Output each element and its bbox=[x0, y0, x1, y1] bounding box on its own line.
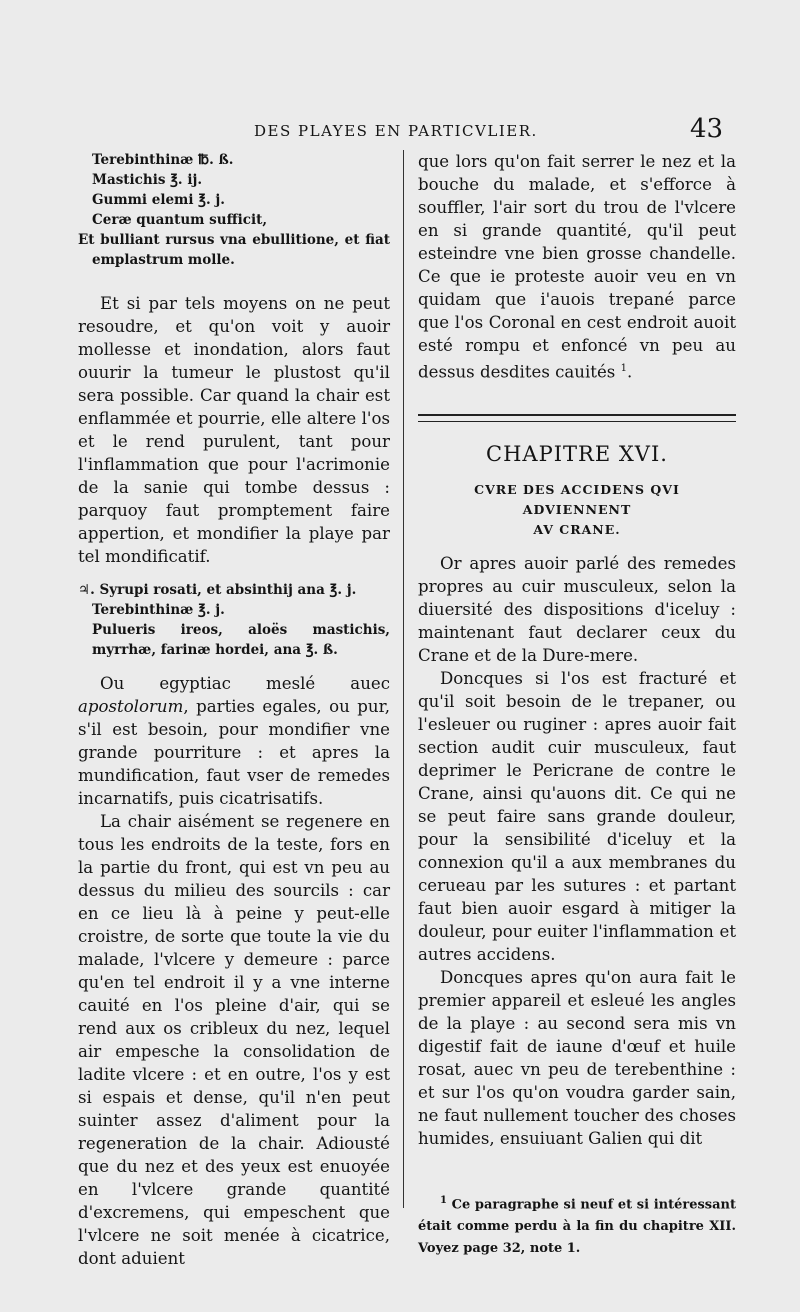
paragraph bbox=[78, 672, 390, 810]
running-title: DES PLAYES EN PARTICVLIER. bbox=[254, 122, 538, 140]
recipe-line: Mastichis ℥. ij. bbox=[92, 172, 203, 188]
column-divider bbox=[403, 150, 404, 1208]
recipe-line: Pulueris ireos, aloës mastichis, myrrhæ, farinæ hordei, ana ℥. ß. bbox=[92, 622, 390, 658]
recipe-line: Et bulliant rursus vna ebullitione, et fiat emplastrum molle. bbox=[78, 232, 390, 268]
emphasis-text: apostolorum bbox=[78, 697, 184, 716]
paragraph: Doncques apres qu'on aura fait le premier appareil et esleué les angles de la playe : au second sera mis vn digestif fait de iaune d'œuf et huile rosat, auec vn peu de terebenthine : et sur l'os qu'on voudra garder sain, ne faut nullement toucher des choses humides, ensuiuant Galien qui dit bbox=[418, 967, 736, 1148]
chapter-subtitle-line: AV CRANE. bbox=[533, 521, 621, 537]
recipe-line: Terebinthinæ ℔. ß. bbox=[92, 152, 234, 168]
recipe-line: ♃. Syrupi rosati, et absinthij ana ℥. j. bbox=[78, 582, 357, 598]
recipe-block bbox=[78, 580, 390, 660]
paragraph-text: , parties egales, ou pur, s'il est besoin, pour mondifier vne grande pourriture : et apres la mundification, faut vser de remedes incarnatifs, puis cicatrisatifs. bbox=[78, 697, 390, 808]
section-rule bbox=[418, 414, 736, 422]
paragraph-text: Ou egyptiac meslé auec bbox=[100, 674, 390, 693]
paragraph-text: que lors qu'on fait serrer le nez et la bouche du malade, et s'efforce à souffler, l'air sort du trou de l'vlcere en si grande quantité, qu'il peut esteindre vne bien grosse chandelle. Ce que ie proteste auoir veu en vn quidam que i'auois trepané parce que l'os Coronal en cest endroit auoit esté rompu et enfoncé vn peu au dessus desdites cauités bbox=[418, 152, 736, 382]
recipe-line: Ceræ quantum sufficit, bbox=[92, 212, 268, 228]
page-number: 43 bbox=[690, 114, 724, 144]
chapter-subtitle-line: CVRE DES ACCIDENS QVI ADVIENNENT bbox=[474, 481, 680, 517]
footnote bbox=[418, 1190, 736, 1260]
footnote-mark: 1 bbox=[440, 1194, 447, 1206]
chapter-title: CHAPITRE XVI. bbox=[486, 441, 668, 466]
paragraph: Or apres auoir parlé des remedes propres au cuir musculeux, selon la diuersité des dispositions d'iceluy : maintenant faut declarer ceux du Crane et de la Dure-mere. bbox=[418, 553, 736, 665]
running-head bbox=[0, 114, 800, 148]
chapter-subtitle bbox=[418, 480, 736, 540]
paragraph: que lors qu'on fait serrer le nez et la bouche du malade, et s'efforce à souffler, l'air sort du trou de l'vlcere en si grande quantité, qu'il peut esteindre vne bien grosse chandelle. Ce que ie proteste auoir veu en vn quidam que i'auois trepané parce que l'os Coronal en cest endroit auoit esté rompu et enfoncé vn peu au dessus desdites cauités $^1$. bbox=[418, 152, 736, 382]
paragraph: Doncques si l'os est fracturé et qu'il soit besoin de le trepaner, ou l'esleuer ou ruginer : apres auoir fait section audit cuir musculeux, faut deprimer le Pericrane de contre le Crane, ainsi qu'auons dit. Ce qui ne se peut faire sans grande douleur, pour la sensibilité d'iceluy et la connexion qu'il a aux membranes du cerueau par les sutures : et partant faut bien auoir esgard à mitiger la douleur, pour euiter l'inflammation et autres accidens. bbox=[418, 668, 736, 964]
footnote-ref: 1 bbox=[620, 363, 627, 374]
right-column bbox=[418, 150, 736, 1260]
recipe-line: Terebinthinæ ℥. j. bbox=[92, 602, 225, 618]
left-column bbox=[78, 150, 390, 1270]
paragraph: La chair aisément se regenere en tous les endroits de la teste, fors en la partie du front, qui est vn peu au dessus du milieu des sourcils : car en ce lieu là à peine y peut-elle croistre, de sorte que toute la vie du malade, l'vlcere y demeure : parce qu'en tel endroit il y a vne interne cauité en l'os pleine d'air, qui se rend aux os cribleux du nez, lequel air empesche la consolidation de ladite vlcere : et en outre, l'os y est si espais et dense, qu'il n'en peut suinter assez d'aliment pour la regeneration de la chair. Adiousté que du nez et des yeux est enuoyée en l'vlcere grande quantité d'excremens, qui empeschent que l'vlcere ne soit menée à cicatrice, dont aduient bbox=[78, 812, 390, 1268]
recipe-line: Gummi elemi ℥. j. bbox=[92, 192, 225, 208]
recipe-block bbox=[78, 150, 390, 270]
footnote-text: Ce paragraphe si neuf et si intéressant était comme perdu à la fin du chapitre XII. Voyez page 32, note 1. bbox=[418, 1196, 736, 1256]
paragraph: Et si par tels moyens on ne peut resoudre, et qu'on voit y auoir mollesse et inondation, alors faut ouurir la tumeur le plustost qu'il sera possible. Car quand la chair est enflammée et pourrie, elle altere l'os et le rend purulent, tant pour l'inflammation que pour l'acrimonie de la sanie qui tombe dessus : parquoy faut promptement faire appertion, et mondifier la playe par tel mondificatif. bbox=[78, 294, 390, 566]
